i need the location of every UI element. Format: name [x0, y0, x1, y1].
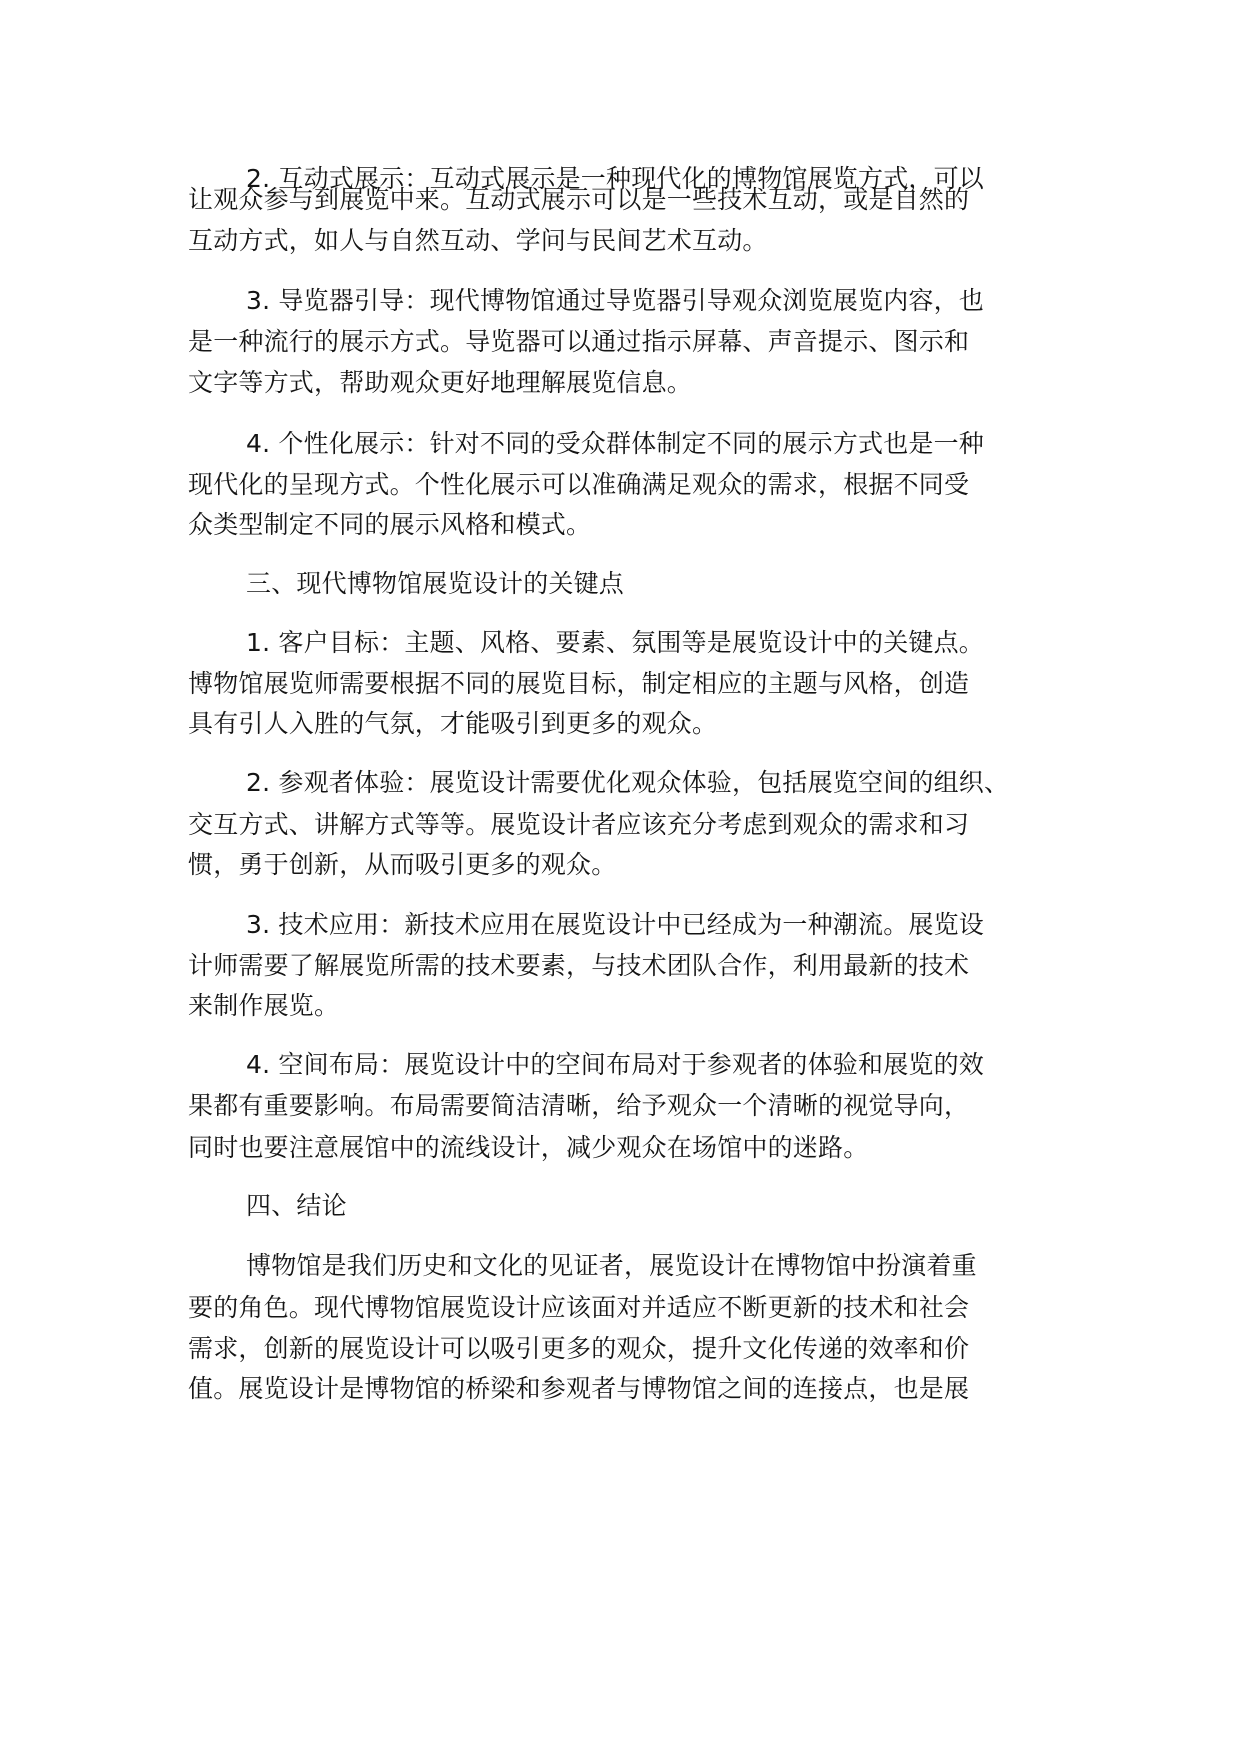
para-interactive-line-1: 2. 互动式展示：互动式展示是一种现代化的博物馆展览方式，可以 — [246, 164, 985, 193]
para-conclusion-line-1: 博物馆是我们历史和文化的见证者，展览设计在博物馆中扮演着重 — [246, 1251, 977, 1280]
para-personal-line-2: 现代化的呈现方式。个性化展示可以准确满足观众的需求，根据不同受 — [188, 470, 970, 499]
para-interactive-line-3: 互动方式，如人与自然互动、学问与民间艺术互动。 — [188, 226, 768, 255]
para-tech-line-1: 3. 技术应用：新技术应用在展览设计中已经成为一种潮流。展览设 — [246, 910, 985, 939]
para-guide-line-1: 3. 导览器引导：现代博物馆通过导览器引导观众浏览展览内容，也 — [246, 286, 985, 315]
para-tech-line-2: 计师需要了解展览所需的技术要素，与技术团队合作，利用最新的技术 — [188, 951, 970, 980]
para-space-line-3: 同时也要注意展馆中的流线设计，减少观众在场馆中的迷路。 — [188, 1133, 869, 1162]
para-conclusion-line-4: 值。展览设计是博物馆的桥梁和参观者与博物馆之间的连接点，也是展 — [188, 1374, 970, 1403]
para-space-line-2: 果都有重要影响。布局需要简洁清晰，给予观众一个清晰的视觉导向， — [188, 1091, 970, 1120]
para-guide-line-2: 是一种流行的展示方式。导览器可以通过指示屏幕、声音提示、图示和 — [188, 327, 970, 356]
para-space-line-1: 4. 空间布局：展览设计中的空间布局对于参观者的体验和展览的效 — [246, 1050, 985, 1079]
para-client-goal-line-2: 博物馆展览师需要根据不同的展览目标，制定相应的主题与风格，创造 — [188, 669, 970, 698]
para-conclusion-line-3: 需求，创新的展览设计可以吸引更多的观众，提升文化传递的效率和价 — [188, 1334, 970, 1363]
para-personal-line-3: 众类型制定不同的展示风格和模式。 — [188, 510, 592, 539]
para-personal-line-1: 4. 个性化展示：针对不同的受众群体制定不同的展示方式也是一种 — [246, 429, 985, 458]
para-interactive-line-2: 让观众参与到展览中来。互动式展示可以是一些技术互动，或是自然的 — [188, 185, 970, 214]
para-visitor-line-3: 惯，勇于创新，从而吸引更多的观众。 — [188, 850, 617, 879]
para-guide-line-3: 文字等方式，帮助观众更好地理解展览信息。 — [188, 368, 693, 397]
para-visitor-line-1: 2. 参观者体验：展览设计需要优化观众体验，包括展览空间的组织、 — [246, 768, 1010, 797]
para-client-goal-line-3: 具有引人入胜的气氛，才能吸引到更多的观众。 — [188, 709, 718, 738]
section-heading-conclusion: 四、结论 — [246, 1191, 347, 1220]
para-conclusion-line-2: 要的角色。现代博物馆展览设计应该面对并适应不断更新的技术和社会 — [188, 1293, 970, 1322]
para-tech-line-3: 来制作展览。 — [188, 991, 340, 1020]
para-visitor-line-2: 交互方式、讲解方式等等。展览设计者应该充分考虑到观众的需求和习 — [188, 810, 970, 839]
section-heading-key-points: 三、现代博物馆展览设计的关键点 — [246, 569, 625, 598]
para-client-goal-line-1: 1. 客户目标：主题、风格、要素、氛围等是展览设计中的关键点。 — [246, 628, 985, 657]
